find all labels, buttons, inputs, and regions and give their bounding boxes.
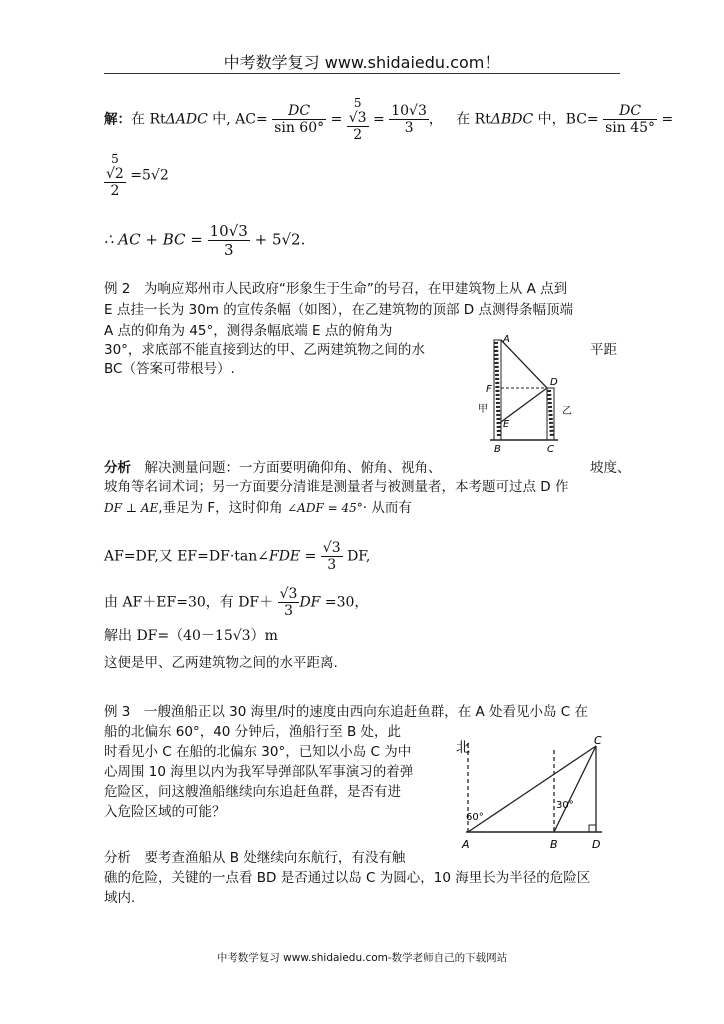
fraction-5-root3-2: 5 √3 2	[348, 96, 367, 143]
header-rule	[104, 73, 620, 74]
label-C: C	[547, 444, 554, 455]
ex2-line-5: BC（答案可带根号）.	[104, 361, 235, 377]
label-B: B	[550, 838, 558, 851]
ex3-line-6: 入危险区域的可能？	[104, 804, 226, 820]
label-B: B	[494, 444, 501, 455]
ex3-ship-figure	[450, 728, 620, 852]
ex2-line-1: 例 2 为响应郑州市人民政府“形象生于生命”的号召，在甲建筑物上从 A 点到	[104, 281, 568, 297]
ex3-line-4: 心周围 10 海里以内为我军导弹部队军事演习的着弹	[104, 764, 414, 780]
fraction-dc-sin45: $\frac{DC}{\sin 45^\circ}$	[605, 103, 656, 136]
fraction-5-root2-2: 5 √2 2	[106, 152, 124, 199]
label-jia: 甲	[478, 404, 488, 415]
label-A: A	[462, 838, 470, 851]
an3-line-1: 分析 要考查渔船从 B 处继续向东航行，有没有触	[104, 850, 406, 866]
label-bei: 北	[456, 740, 470, 756]
an2-line-2: 坡角等名词术词；另一方面要分清谁是测量者与被测量者，本考题可过点 D 作	[104, 479, 569, 495]
ex2-line-2: E 点挂一长为 30m 的宣传条幅（如图），在乙建筑物的顶部 D 点测得条幅顶端	[104, 302, 573, 318]
an2-line-7: 这便是甲、乙两建筑物之间的水平距离.	[104, 655, 338, 671]
an3-line-2: 礁的危险，关键的一点看 BD 是否通过以岛 C 为圆心，10 海里长为半径的危险区	[104, 870, 591, 886]
ex3-line-2: 船的北偏东 60°，40 分钟后，渔船行至 B 处，此	[104, 724, 402, 740]
ex3-line-1: 例 3 一艘渔船正以 30 海里/时的速度由西向东追赶鱼群，在 A 处看见小岛 C 在	[104, 704, 589, 720]
ex2-buildings-figure	[470, 330, 590, 460]
fraction-10root3-3-b: $\frac{10√3}{3}$	[209, 222, 248, 259]
solution-line-3: ∴ AC + BC = $\frac{10√3}{3}$ + 5√2.	[104, 222, 306, 259]
label-angle-60: 60°	[466, 812, 484, 823]
an2-line-5: 由 AF＋EF=30，有 DF＋ $\frac{√3}{3}$ DF =30，	[104, 586, 369, 619]
an2-line-6: 解出 DF=（40－15√3）m	[104, 628, 278, 644]
ex3-line-3: 时看见小 C 在船的北偏东 30°，已知以小岛 C 为中	[104, 744, 412, 760]
label-A: A	[503, 334, 510, 345]
an2-line-1: 分析 解决测量问题：一方面要明确仰角、俯角、视角、	[104, 460, 442, 476]
fraction-dc-sin60: $\frac{DC}{\sin 60^\circ}$	[274, 103, 325, 136]
fraction-root3-3-b: $\frac{√3}{3}$	[279, 586, 298, 619]
an2-line-1c: 坡度、	[590, 460, 631, 476]
ex2-line-4b: 平距	[590, 342, 617, 358]
fraction-root3-3-a: $\frac{√3}{3}$	[322, 540, 341, 573]
ex3-line-5: 危险区，问这艘渔船继续向东追赶鱼群，是否有进	[104, 784, 401, 800]
label-D: D	[550, 377, 558, 388]
ex2-line-4a: 30°，求底部不能直接到达的甲、乙两建筑物之间的水	[104, 342, 425, 358]
label-F: F	[486, 384, 492, 395]
solution-line-1: 解：在 RtΔADC 中, AC= $\frac{DC}{\sin 60^\circ}$ = 5 √3 2 = $\frac{10√3}{3}$ ， 在 RtΔBDC 中，BC= $\frac{DC}{\sin 45^\circ}$ =	[104, 96, 674, 143]
page-footer: 中考数学复习 www.shidaiedu.com-数学老师自己的下载网站	[216, 952, 508, 964]
label-C: C	[594, 734, 602, 747]
label-D: D	[592, 838, 601, 851]
label-E: E	[503, 419, 510, 430]
label-angle-30: 30°	[556, 800, 574, 811]
ex2-line-3: A 点的仰角为 45°，测得条幅底端 E 点的俯角为	[104, 323, 393, 339]
fraction-10root3-3: $\frac{10√3}{3}$	[391, 103, 427, 136]
an2-line-4: AF=DF,又 EF=DF·tan∠FDE = $\frac{√3}{3}$ DF,	[104, 540, 371, 573]
solution-lead: 解：	[104, 111, 131, 128]
an2-line-3: DF ⊥ AE,垂足为 F，这时仰角 ∠ADF = 45°· 从而有	[104, 500, 412, 516]
page-header: 中考数学复习 www.shidaiedu.com！	[223, 53, 501, 72]
label-yi: 乙	[562, 406, 572, 417]
solution-line-2: 5 √2 2 =5√2	[106, 152, 169, 199]
an3-line-3: 域内.	[104, 890, 136, 906]
